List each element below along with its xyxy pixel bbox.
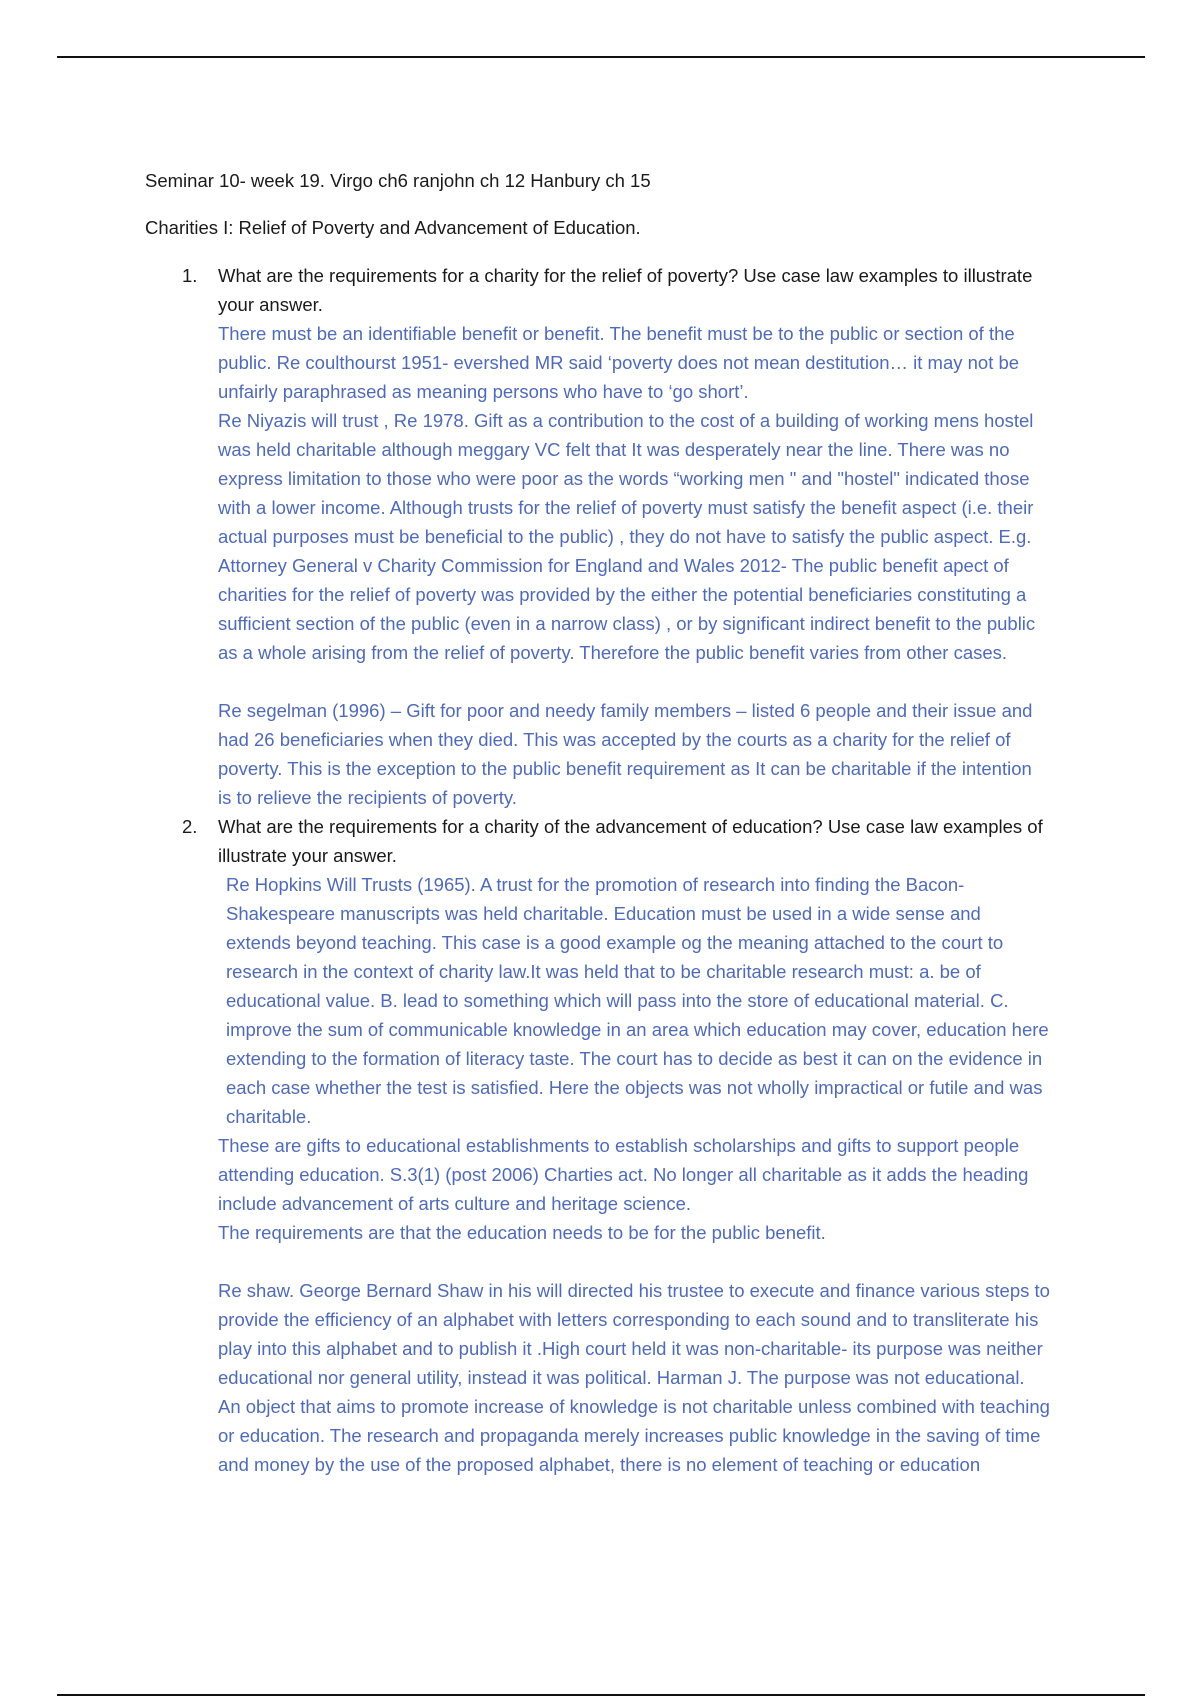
top-rule [57,56,1145,58]
question-item-2 [0,812,1050,1479]
answer-paragraph: Re segelman (1996) – Gift for poor and needy family members – listed 6 people and their issue and had 26 beneficiaries when they died. This was accepted by the courts as a charity for the relief of poverty. This is the exception to the public benefit requirement as It can be charitable if the intention is to relieve the recipients of poverty. [218,699,1033,808]
question-list [0,261,1200,1479]
question-number: 2. [182,815,198,837]
answer-paragraph: The requirements are that the education needs to be for the public benefit. [218,1221,826,1243]
answer-paragraph: Re Niyazis will trust , Re 1978. Gift as a contribution to the cost of a building of working mens hostel was held charitable although meggary VC felt that It was desperately near the line. There was no express limitation to those who were poor as the words “working men " and "hostel" indicated those with a lower income. Although trusts for the relief of poverty must satisfy the benefit aspect (i.e. their actual purposes must be beneficial to the public) , they do not have to satisfy the public aspect. E.g. Attorney General v Charity Commission for England and Wales 2012- The public benefit apect of charities for the relief of poverty was provided by the either the potential beneficiaries constituting a sufficient section of the public (even in a narrow class) , or by significant indirect benefit to the public as a whole arising from the relief of poverty. Therefore the public benefit varies from other cases. [218,409,1036,663]
bottom-rule [57,1694,1145,1696]
answer-paragraph: There must be an identifiable benefit or benefit. The benefit must be to the public or section of the public. Re coulthourst 1951- evershed MR said ‘poverty does not mean destitution… it may not be unfairly paraphrased as meaning persons who have to ‘go short’. [218,322,1020,402]
document-body [0,147,1200,1479]
answer-paragraph: These are gifts to educational establishments to establish scholarships and gifts to support people attending education. S.3(1) (post 2006) Charties act. No longer all charitable as it adds the heading include advancement of arts culture and heritage science. [218,1134,1029,1214]
answer-paragraph: Re Hopkins Will Trusts (1965). A trust for the promotion of research into finding the Bacon-Shakespeare manuscripts was held charitable. Education must be used in a wide sense and extends beyond teaching. This case is a good example og the meaning attached to the court to research in the context of charity law.It was held that to be charitable research must: a. be of educational value. B. lead to something which will pass into the store of educational material. C. improve the sum of communicable knowledge in an area which education may cover, education here extending to the formation of literacy taste. The court has to decide as best it can on the evidence in each case whether the test is satisfied. Here the objects was not wholly impractical or futile and was charitable. [226,873,1049,1127]
answer-paragraph: Re shaw. George Bernard Shaw in his will directed his trustee to execute and finance various steps to provide the efficiency of an alphabet with letters corresponding to each sound and to transliterate his play into this alphabet and to publish it .High court held it was non-charitable- its purpose was neither educational nor general utility, instead it was political. Harman J. The purpose was not educational. An object that aims to promote increase of knowledge is not charitable unless combined with teaching or education. The research and propaganda merely increases public knowledge in the saving of time and money by the use of the proposed alphabet, there is no element of teaching or education [218,1279,1050,1475]
question-number: 1. [182,264,198,286]
seminar-heading: Seminar 10- week 19. Virgo ch6 ranjohn ch 12 Hanbury ch 15 [145,169,651,191]
question-item-1 [0,261,1050,812]
answer-block [218,870,1050,1479]
question-text: What are the requirements for a charity for the relief of poverty? Use case law examples to illustrate your answer. [218,264,1033,315]
question-text: What are the requirements for a charity of the advancement of education? Use case law examples of illustrate your answer. [218,815,1043,866]
topic-heading: Charities I: Relief of Poverty and Advancement of Education. [145,217,641,238]
answer-block [218,319,1050,812]
